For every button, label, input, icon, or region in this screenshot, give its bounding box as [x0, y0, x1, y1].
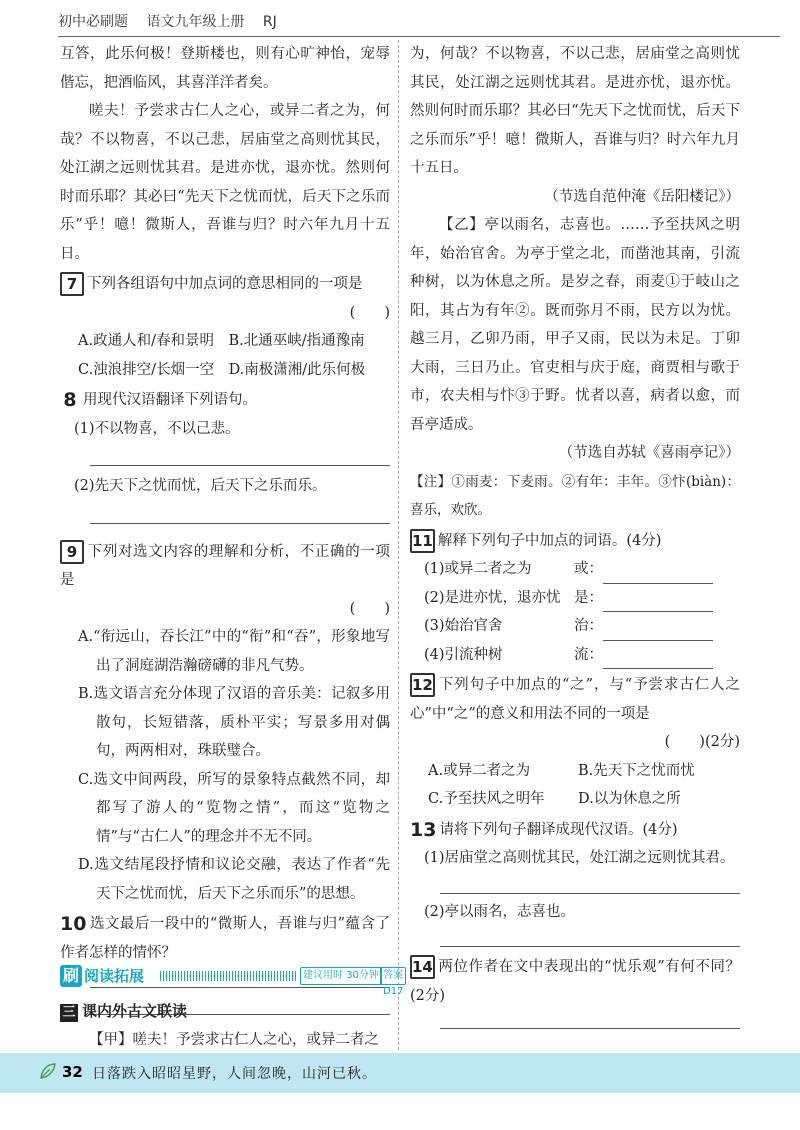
right-column [410, 40, 740, 1029]
passage-paragraph: 嗟夫！予尝求古仁人之心，或异二者之为，何哉？不以物喜，不以己悲，居庙堂之高则忧其民，处江湖之远则忧其君。是进亦忧，退亦忧。然则何时而乐耶？其必曰“先天下之忧而忧，后天下之乐而乐”乎！噫！微斯人，吾谁与归？时六年九月十五日。 [60, 103, 390, 262]
answer-paren: ( )(2分) [664, 734, 740, 750]
question-number: 11 [410, 529, 435, 553]
question-number: 7 [60, 272, 84, 296]
question-13 [410, 816, 740, 948]
option-d[interactable]: D.以为休息之所 [578, 791, 681, 807]
leaf-icon [38, 1061, 58, 1081]
passage-yi: 【乙】亭以雨名，志喜也。……予至扶风之明年，始治官舍。为亭于堂之北，而凿池其南，引流种树，以为休息之所。是岁之春，雨麦①于岐山之阳，其占为有年②。既而弥月不雨，民方以为忧。越三月，乙卯乃雨，甲子又雨，民以为未足。丁卯大雨，三日乃止。官吏相与庆于庭，商贾相与歌于市，农夫相与忭③于野。忧者以喜，病者以愈，而吾亭适成。 [410, 217, 740, 433]
question-text: 选文最后一段中的“微斯人，吾谁与归”蕴含了作者怎样的情怀？ [60, 916, 390, 961]
question-number: 14 [410, 955, 435, 979]
sub-question: (2)亭以雨名，志喜也。 [424, 903, 576, 920]
question-text: 下列各组语句中加点词的意思相同的一项是 [87, 276, 363, 292]
option-c[interactable]: C.选文中间两段，所写的景象特点截然不同，却都写了游人的“览物之情”，而这“览物之情”与“古仁人”的理念并不无不同。 [78, 771, 390, 845]
answer-paren: ( ) [349, 304, 390, 321]
answer-line[interactable] [90, 523, 390, 524]
question-text: 两位作者在文中表现出的“忧乐观”有何不同？(2分) [410, 959, 740, 1004]
sub-question: (3)始治官舍 治： [410, 612, 740, 641]
reading-banner [60, 965, 404, 997]
suggested-time: 建议用时 30分钟 [300, 967, 382, 985]
column-divider [398, 40, 399, 1050]
question-number: 8 [60, 390, 80, 410]
question-9 [60, 538, 390, 909]
option-c[interactable]: C.浊浪排空/长烟一空 [78, 361, 215, 378]
question-number: 10 [60, 913, 87, 935]
brand-logo: 刷 [60, 965, 82, 987]
question-text: 下列句子中加点的“之”，与“予尝求古仁人之心”中“之”的意义和用法不同的一项是 [410, 677, 740, 722]
answer-line[interactable] [440, 1028, 740, 1029]
footer-quote: 日落跌入昭昭星野，人间忽晚，山河已秋。 [92, 1066, 377, 1082]
left-column [60, 40, 390, 1015]
page-header [58, 8, 780, 37]
sub-question: (2)是进亦忧，退亦忧 是： [410, 584, 740, 613]
question-number: 13 [410, 818, 437, 841]
question-text: 用现代汉语翻译下列语句。 [83, 392, 257, 408]
option-c[interactable]: C.予至扶风之明年 [428, 791, 545, 807]
question-7 [60, 270, 390, 384]
question-number: 9 [60, 540, 84, 564]
sub-question: (1)居庙堂之高则忧其民，处江湖之远则忧其君。 [424, 850, 735, 866]
page-footer [0, 1053, 800, 1093]
option-a[interactable]: A.政通人和/春和景明 [78, 333, 214, 349]
annotation-note: 【注】①雨麦：下麦雨。②有年：丰年。③忭(biàn)：喜乐，欢欣。 [410, 473, 740, 518]
sub-question: (2)先天下之忧而忧，后天下之乐而乐。 [74, 478, 327, 494]
question-8 [60, 386, 390, 524]
option-b[interactable]: B.北通巫峡/指通豫南 [228, 333, 365, 349]
option-a[interactable]: A.“衔远山，吞长江”中的“衔”和“吞”，形象地写出了洞庭湖浩瀚磅礴的非凡气势。 [78, 629, 390, 674]
answer-line[interactable] [440, 893, 740, 894]
source-citation: （节选自苏轼《喜雨亭记》） [558, 445, 740, 461]
answer-blank[interactable] [603, 622, 713, 641]
page-number: 32 [62, 1063, 83, 1081]
sub-question: (4)引流种树 流： [410, 641, 740, 670]
option-d[interactable]: D.选文结尾段抒情和议论交融，表达了作者“先天下之忧而忧，后天下之乐而乐”的思想。 [78, 857, 390, 902]
question-text: 下列对选文内容的理解和分析，不正确的一项是 [60, 543, 390, 588]
section-mark: 三 [60, 1004, 78, 1022]
passage-paragraph: 互答，此乐何极！登斯楼也，则有心旷神怡，宠辱偕忘，把酒临风，其喜洋洋者矣。 [60, 46, 390, 91]
answer-ref: 答案 D17 [380, 967, 406, 985]
banner-title: 阅读拓展 [84, 967, 145, 985]
source-citation: （节选自范仲淹《岳阳楼记》） [544, 188, 740, 205]
book-title: 初中必刷题 [58, 14, 128, 30]
passage-paragraph: 为，何哉？不以物喜，不以己悲，居庙堂之高则忧其民，处江湖之远则忧其君。是进亦忧，退亦忧。然则何时而乐耶？其必曰“先天下之忧而忧，后天下之乐而乐”乎！噫！微斯人，吾谁与归？时六年九月十五日。 [410, 46, 740, 176]
question-number: 12 [410, 673, 435, 697]
question-14 [410, 953, 740, 1029]
option-b[interactable]: B.先天下之忧而忧 [578, 762, 695, 779]
answer-blank[interactable] [603, 593, 713, 612]
question-text: 请将下列句子翻译成现代汉语。(4分) [439, 821, 678, 838]
section-title: 课内外古文联读 [82, 1002, 188, 1020]
subject-title: 语文九年级上册 [146, 14, 245, 30]
question-text: 解释下列句子中加点的词语。(4分) [437, 532, 662, 549]
question-12 [410, 671, 740, 814]
banner-stripes [160, 971, 296, 981]
option-b[interactable]: B.选文语言充分体现了汉语的音乐美：记叙多用散句，长短错落，质朴平实；写景多用对偶句，两两相对，珠联璧合。 [78, 686, 390, 759]
option-d[interactable]: D.南极潇湘/此乐何极 [228, 361, 366, 378]
question-11 [410, 527, 740, 670]
answer-line[interactable] [90, 465, 390, 466]
section-heading [60, 1000, 187, 1022]
answer-blank[interactable] [603, 565, 713, 584]
edition-label: RJ [262, 14, 277, 30]
option-a[interactable]: A.或异二者之为 [428, 762, 531, 779]
answer-blank[interactable] [603, 650, 713, 669]
answer-paren: ( ) [349, 600, 390, 617]
sub-question: (1)或异二者之为 或： [410, 555, 740, 584]
sub-question: (1)不以物喜，不以己悲。 [74, 420, 240, 437]
answer-line[interactable] [440, 946, 740, 947]
passage-jia: 【甲】嗟夫！予尝求古仁人之心，或异二者之 [89, 1032, 379, 1048]
